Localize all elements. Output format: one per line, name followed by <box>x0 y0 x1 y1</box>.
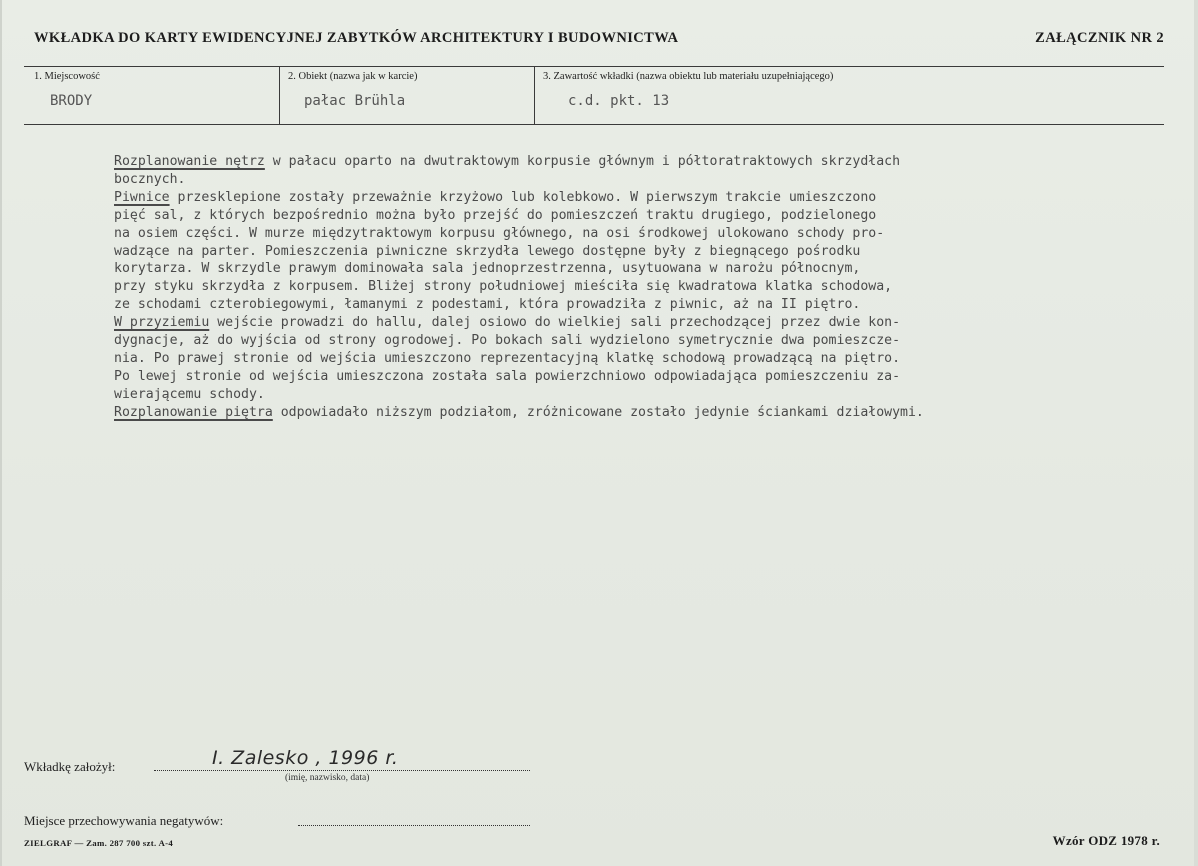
annex-number: ZAŁĄCZNIK NR 2 <box>1035 30 1164 46</box>
printer-imprint: ZIELGRAF — Zam. 287 700 szt. A-4 <box>24 838 174 848</box>
paragraph-text: przesklepione zostały przeważnie krzyżowo lub kolebkowo. W pierwszym trakcie umieszczono pięć sal, z których bezpośrednio można było przejść do pomieszczeń traktu drugiego, podzielonego na osiem części. W murze międzytraktowym korpusu głównego, na osi środkowej ulokowano schody pro- wadzące na parter. Pomieszczenia piwniczne skrzydła lewego dostępne były z biegnącego pośrodku korytarza. W skrzydle prawym dominowała sala jednoprzestrzenna, usytuowana w narożu północnym, przy styku skrzydła z korpusem. Bliżej strony południowej mieściła się kwadratowa klatka schodowa, ze schodami czterobiegowymi, łamanymi z podestami, która prowadziła z piwnic, aż na II piętro. <box>114 189 893 313</box>
paragraph-heading: W przyziemiu <box>114 315 210 331</box>
founder-dotted-line <box>154 770 530 771</box>
paragraph-heading: Rozplanowanie piętra <box>114 404 273 420</box>
header-rule-top <box>24 66 1164 67</box>
description-text <box>114 153 1174 422</box>
card-title: WKŁADKA DO KARTY EWIDENCYJNEJ ZABYTKÓW ARCHITEKTURY I BUDOWNICTWA <box>34 30 679 46</box>
negatives-label: Miejsce przechowywania negatywów: <box>24 813 224 828</box>
founder-label: Wkładkę założył: <box>24 759 116 774</box>
field-divider-1 <box>279 66 280 124</box>
negatives-dotted-line <box>298 825 530 826</box>
content-value: c.d. pkt. 13 <box>568 93 670 109</box>
paragraph-text: w pałacu oparto na dwutraktowym korpusie głównym i półtoratraktowych skrzydłach bocznych. <box>114 154 901 187</box>
paragraph-text: odpowiadało niższym podziałom, zróżnicowane zostało jedynie ściankami działowymi. <box>272 404 924 420</box>
locality-label: 1. Miejscowość <box>34 71 100 82</box>
form-template: Wzór ODZ 1978 r. <box>1052 833 1160 848</box>
paragraph-text: wejście prowadzi do hallu, dalej osiowo do wielkiej sali przechodzącej przez dwie kon- dygnacje, aż do wyjścia od strony ogrodowej. Po bokach sali wydzielono symetrycznie dwa pomieszcze- nia. Po prawej stronie od wejścia umieszczono reprezentacyjną klatkę schodową prowadzącą na piętro. Po lewej stronie od wejścia umieszczona została sala powierzchniowo odpowiadająca pomieszczeniu za- wierającemu schody. <box>114 315 901 402</box>
header-rule-bottom <box>24 124 1164 125</box>
paragraph-heading: Piwnice <box>114 189 170 205</box>
object-value: pałac Brühla <box>304 93 406 109</box>
object-label: 2. Obiekt (nazwa jak w karcie) <box>288 71 418 82</box>
paragraph-heading: Rozplanowanie nętrz <box>114 154 265 169</box>
field-divider-2 <box>534 66 535 124</box>
founder-caption: (imię, nazwisko, data) <box>285 773 370 783</box>
content-label: 3. Zawartość wkładki (nazwa obiektu lub materiału uzupełniającego) <box>543 71 834 82</box>
founder-signature: I. Zalesko , 1996 r. <box>212 747 399 769</box>
locality-value: BRODY <box>50 93 93 109</box>
card-edge <box>1194 0 1198 866</box>
